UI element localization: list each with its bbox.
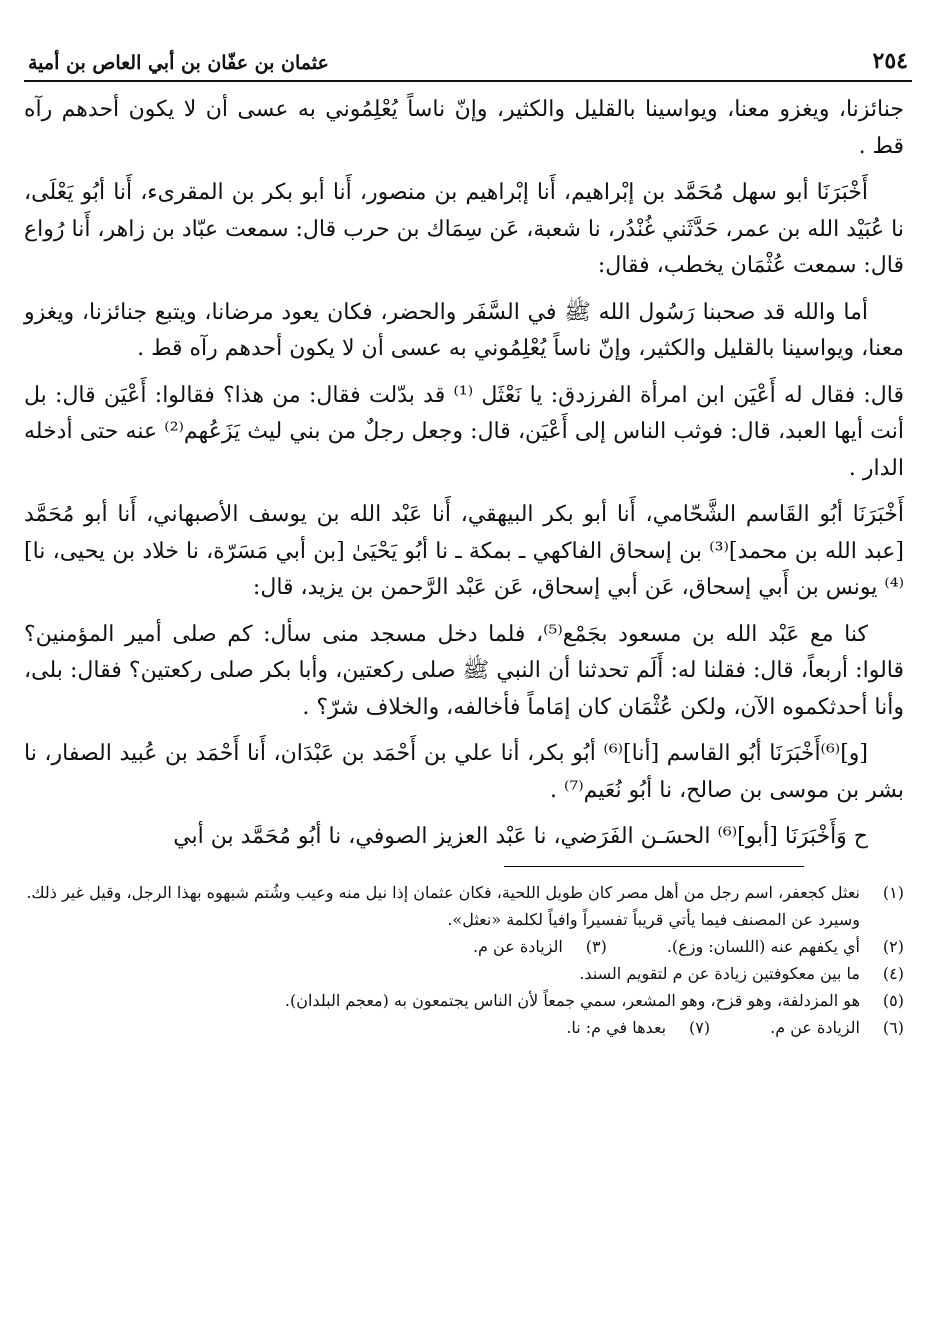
footnote-number: (١) (882, 882, 904, 902)
footnote-number: (٥) (882, 990, 904, 1010)
footnote-text: هو المزدلفة، وهو قزح، وهو المشعر، سمي جمعاً لأن الناس يجتمعون به (معجم البلدان). (284, 990, 860, 1010)
footnote (473, 933, 607, 960)
footnote-row (24, 933, 904, 960)
footnote (667, 933, 904, 960)
footnote-text: بعدها في م: نا. (566, 1017, 667, 1037)
page-number: ٢٥٤ (872, 48, 908, 74)
footnote-text: ما بين معكوفتين زيادة عن م لتقويم السند. (579, 963, 860, 983)
footnote-text: نعثل كجعفر، اسم رجل من أهل مصر كان طويل اللحية، فكان عثمان إذا نيل منه وعيب وشُتم شبهوه بهذا الرجل، وقيل غير ذلك. وسيرد عن المصنف فيما يأتي قريباً تفسيراً وافياً لكلمة «نعثل». (26, 882, 860, 929)
paragraph-4: قال: فقال له أَعْيَن ابن امرأة الفرزدق: يا نَعْثَل ⁽¹⁾ قد بدّلت فقال: من هذا؟ فقالوا: أَعْيَن قال: بل أنت أيها العبد، قال: فوثب الناس إلى أَعْيَن، قال: وجعل رجلٌ من بني ليث يَزَعُهم⁽²⁾ عنه حتى أدخله الدار . (24, 382, 904, 481)
footnote-row (24, 1014, 904, 1041)
running-title: عثمان بن عفّان بن أبي العاص بن أمية (28, 52, 329, 74)
paragraph-7: [و]⁽⁶⁾أَخْبَرَنَا أبُو القاسم [أنا]⁽⁶⁾ أبُو بكر، أنا علي بن أَحْمَد بن عَبْدَان، أَنا أَحْمَد بن عُبيد الصفار، نا بشر بن موسى بن صالح، نا أبُو نُعَيم⁽⁷⁾ . (24, 741, 904, 803)
footnote-number: (٧) (689, 1017, 711, 1037)
footnote (770, 1014, 904, 1041)
paragraph-3: أما والله قد صحبنا رَسُول الله ﷺ في السَّفَر والحضر، فكان يعود مرضانا، ويتبع جنائزنا، ويغزو معنا، ويواسينا بالقليل والكثير، وإنّ ناساً يُعْلِمُوني به عسى أن لا يكون أحدهم رآه قط . (24, 299, 904, 361)
footnote-number: (٤) (882, 963, 904, 983)
main-text (24, 92, 904, 856)
footnote (24, 960, 904, 987)
footnotes (24, 879, 904, 1041)
paragraph-2: أَخْبَرَنَا أبو سهل مُحَمَّد بن إبْراهيم، أَنا إبْراهيم بن منصور، أَنا أبو بكر بن المقرىء، أَنا أبُو يَعْلَى، نا عُبَيْد الله بن عمر، حَدَّثَني غُنْدُر، نا شعبة، عَن سِمَاك بن حرب قال: سمعت عبّاد بن زاهر، أَنا رُواع قال: سمعت عُثْمَان يخطب، فقال: (24, 180, 904, 278)
footnote (24, 987, 904, 1014)
paragraph-1: جنائزنا، ويغزو معنا، ويواسينا بالقليل والكثير، وإنّ ناساً يُعْلِمُوني به عسى أن لا يكون أحدهم رآه قط . (24, 97, 904, 159)
footnote-separator-wrap (24, 866, 904, 867)
footnote-separator (504, 866, 804, 867)
page-header (24, 48, 912, 82)
footnote-text: أي يكفهم عنه (اللسان: وزع). (666, 936, 860, 956)
footnote (24, 879, 904, 933)
paragraph-5: أَخْبَرَنَا أبُو القَاسم الشَّحّامي، أَنا أبو بكر البيهقي، أَنا عَبْد الله بن يوسف الأصبهاني، أَنا أبو مُحَمَّد [عبد الله بن محمد]⁽³⁾ بن إسحاق الفاكهي ـ بمكة ـ نا أبُو يَحْيَىٰ [بن أبي مَسَرّة، نا خلاد بن يحيى، نا]⁽⁴⁾ يونس بن أَبي إسحاق، عَن أبي إسحاق، عَن عَبْد الرَّحمن بن يزيد، قال: (24, 502, 904, 600)
footnote-number: (٣) (585, 936, 607, 956)
footnote-text: الزيادة عن م. (770, 1017, 860, 1037)
paragraph-6: كنا مع عَبْد الله بن مسعود بجَمْع⁽⁵⁾، فلما دخل مسجد منى سأل: كم صلى أمير المؤمنين؟ قالوا: أربعاً، قال: فقلنا له: أَلَم تحدثنا أن النبي ﷺ صلى ركعتين، وأبا بكر صلى ركعتين؟ فقال: بلى، وأنا أحدثكموه الآن، ولكن عُثْمَان كان إمَاماً فأخالفه، والخلاف شرّ؟ . (24, 621, 904, 720)
footnote-number: (٢) (882, 936, 904, 956)
footnote-number: (٦) (882, 1017, 904, 1037)
footnote (566, 1014, 710, 1041)
paragraph-8: ح وَأَخْبَرَنَا [أبو]⁽⁶⁾ الحسَـن الفَرَضي، نا عَبْد العزيز الصوفي، نا أبُو مُحَمَّد بن أبي (173, 824, 868, 849)
footnote-text: الزيادة عن م. (472, 936, 563, 956)
